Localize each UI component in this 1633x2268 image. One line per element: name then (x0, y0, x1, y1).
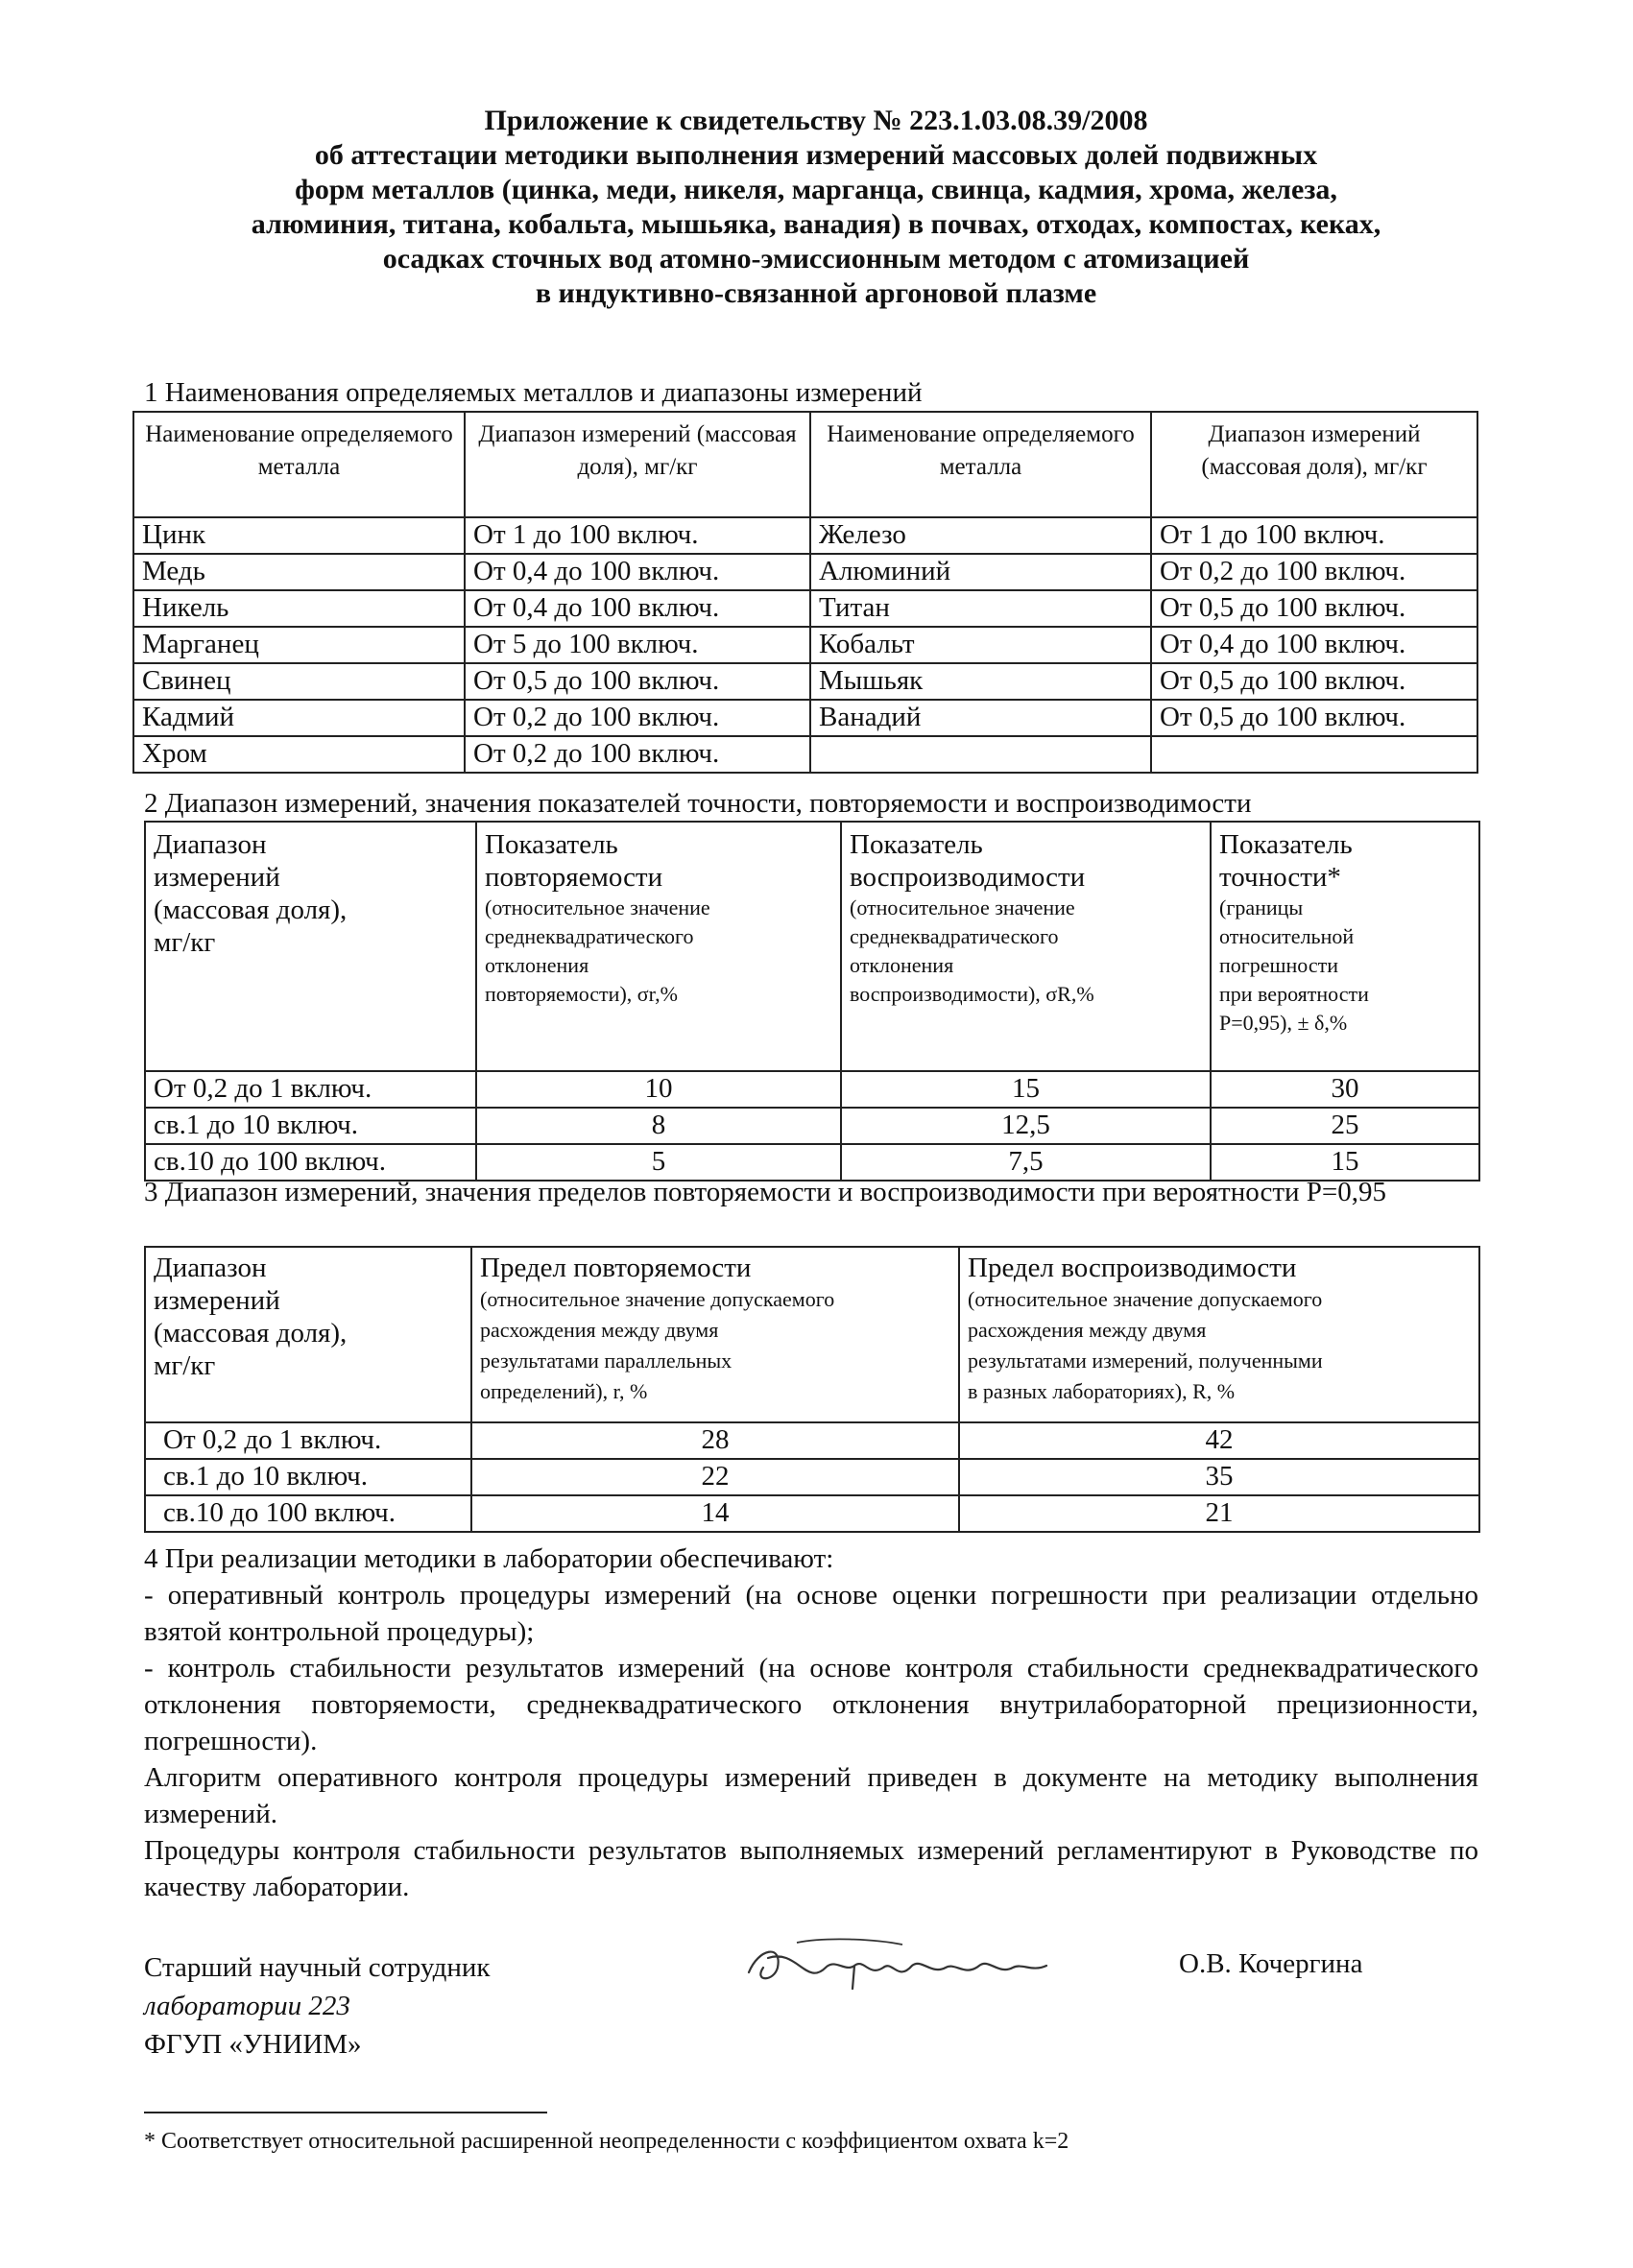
header-note: относительной (1219, 924, 1355, 948)
table-cell: От 0,4 до 100 включ. (465, 554, 810, 590)
section-3-title: 3 Диапазон измерений, значения пределов повторяемости и воспроизводимости при вероятности P=0,95 (144, 1177, 1387, 1207)
table-cell: От 5 до 100 включ. (465, 627, 810, 663)
table-cell: 15 (841, 1071, 1211, 1108)
table-cell: Медь (133, 554, 465, 590)
table-cell: От 0,4 до 100 включ. (1151, 627, 1477, 663)
header-cell (145, 822, 476, 1071)
document-header (144, 104, 1488, 311)
signatory-name: О.В. Кочергина (1179, 1948, 1363, 1979)
header-text: Показатель (1219, 829, 1353, 860)
signatory-position (144, 1948, 490, 2064)
table-cell: От 0,5 до 100 включ. (1151, 590, 1477, 627)
table-row (133, 736, 1477, 773)
table-cell: От 0,2 до 100 включ. (465, 736, 810, 773)
table-row (145, 1459, 1479, 1495)
table-cell: От 1 до 100 включ. (465, 517, 810, 554)
section-4-title: 4 При реализации методики в лаборатории обеспечивают: (144, 1543, 834, 1574)
table-cell: От 0,5 до 100 включ. (1151, 700, 1477, 736)
section-4-paragraph-1: Алгоритм оперативного контроля процедуры измерений приведен в документе на методику выполнения измерений. (144, 1762, 1478, 1829)
table-cell: От 0,2 до 100 включ. (1151, 554, 1477, 590)
table-cell: От 0,5 до 100 включ. (1151, 663, 1477, 700)
header-cell (959, 1247, 1479, 1422)
handwritten-signature (739, 1929, 1056, 1996)
header-note: при вероятности (1219, 982, 1369, 1006)
header-text: повторяемости (485, 862, 663, 893)
position-line-1: Старший научный сотрудник (144, 1952, 491, 1983)
header-note: отклонения (485, 953, 589, 977)
table-header-row (145, 1247, 1479, 1422)
table-cell: 22 (471, 1459, 959, 1495)
table-cell: 28 (471, 1422, 959, 1459)
header-text: Предел повторяемости (480, 1253, 752, 1283)
section-4-item-2: - контроль стабильности результатов измерений (на основе контроля стабильности среднеквадратического отклонения повторяемости, среднеквадратического отклонения внутрилабораторной прецизионности, погрешности). (144, 1653, 1478, 1756)
table-cell: От 0,2 до 1 включ. (145, 1422, 471, 1459)
table-cell: 25 (1211, 1108, 1479, 1144)
table-cell: Марганец (133, 627, 465, 663)
table-cell: св.1 до 10 включ. (145, 1108, 476, 1144)
footnote: * Соответствует относительной расширенной неопределенности с коэффициентом охвата k=2 (144, 2129, 1069, 2154)
table-cell: Железо (810, 517, 1151, 554)
section-2-title: 2 Диапазон измерений, значения показателей точности, повторяемости и воспроизводимости (144, 788, 1252, 819)
header-text: (массовая доля), (154, 1318, 348, 1349)
header-text: мг/кг (154, 1350, 216, 1381)
table-cell (810, 736, 1151, 773)
table-row (133, 663, 1477, 700)
table-cell: св.1 до 10 включ. (145, 1459, 471, 1495)
header-note: результатами параллельных (480, 1349, 732, 1373)
header-text: Диапазон (154, 829, 267, 860)
header-note: (относительное значение допускаемого (968, 1287, 1323, 1311)
header-text: воспроизводимости (850, 862, 1086, 893)
table-row (133, 517, 1477, 554)
header-text: Показатель (850, 829, 983, 860)
table-cell: 10 (476, 1071, 841, 1108)
header-note: (относительное значение (485, 895, 710, 919)
header-note: (относительное значение (850, 895, 1075, 919)
header-note: воспроизводимости), σR,% (850, 982, 1094, 1006)
section-4 (144, 1540, 1478, 1905)
header-cell (1211, 822, 1479, 1071)
header-note: расхождения между двумя (480, 1318, 719, 1342)
header-line-1: Приложение к свидетельству № 223.1.03.08.39/2008 (484, 105, 1148, 136)
header-cell: Наименование определяемого металла (810, 412, 1151, 517)
header-note: (границы (1219, 895, 1304, 919)
section-1-title: 1 Наименования определяемых металлов и диапазоны измерений (144, 377, 923, 408)
table-cell: 5 (476, 1144, 841, 1181)
header-note: расхождения между двумя (968, 1318, 1207, 1342)
accuracy-indicators-table (144, 821, 1480, 1182)
table-cell: 35 (959, 1459, 1479, 1495)
table-cell: Никель (133, 590, 465, 627)
header-text: Предел воспроизводимости (968, 1253, 1297, 1283)
table-row (145, 1422, 1479, 1459)
table-cell: Ванадий (810, 700, 1151, 736)
header-text: (массовая доля), (154, 895, 348, 925)
header-line-2: об аттестации методики выполнения измерений массовых долей подвижных (314, 139, 1318, 171)
header-cell (471, 1247, 959, 1422)
header-text: мг/кг (154, 927, 216, 958)
footnote-divider (144, 2112, 547, 2113)
table-cell: 14 (471, 1495, 959, 1532)
section-4-item-1: - оперативный контроль процедуры измерений (на основе оценки погрешности при реализации отдельно взятой контрольной процедуры); (144, 1580, 1478, 1647)
table-row (133, 700, 1477, 736)
header-note: в разных лабораториях), R, % (968, 1379, 1236, 1403)
header-cell: Диапазон измерений (массовая доля), мг/кг (1151, 412, 1477, 517)
table-cell: От 0,2 до 100 включ. (465, 700, 810, 736)
section-4-paragraph-2: Процедуры контроля стабильности результатов выполняемых измерений регламентируют в Руководстве по качеству лаборатории. (144, 1835, 1478, 1902)
table-header-row (145, 822, 1479, 1071)
table-row (145, 1495, 1479, 1532)
table-cell: Титан (810, 590, 1151, 627)
header-note: повторяемости), σr,% (485, 982, 678, 1006)
header-text: измерений (154, 862, 280, 893)
table-cell: 15 (1211, 1144, 1479, 1181)
table-cell: Алюминий (810, 554, 1151, 590)
header-note: среднеквадратического (850, 924, 1059, 948)
table-cell: Кобальт (810, 627, 1151, 663)
table-cell: Хром (133, 736, 465, 773)
header-cell (476, 822, 841, 1071)
header-text: точности* (1219, 862, 1341, 893)
header-note: (относительное значение допускаемого (480, 1287, 835, 1311)
table-cell: св.10 до 100 включ. (145, 1144, 476, 1181)
header-line-6: в индуктивно-связанной аргоновой плазме (535, 277, 1097, 309)
table-row (145, 1108, 1479, 1144)
position-line-2: лаборатории 223 (144, 1991, 350, 2021)
table-cell: От 0,2 до 1 включ. (145, 1071, 476, 1108)
table-row (145, 1071, 1479, 1108)
header-note: P=0,95), ± δ,% (1219, 1011, 1348, 1035)
table-cell: Кадмий (133, 700, 465, 736)
header-line-3: форм металлов (цинка, меди, никеля, марганца, свинца, кадмия, хрома, железа, (295, 174, 1337, 205)
table-row (133, 554, 1477, 590)
header-line-4: алюминия, титана, кобальта, мышьяка, ванадия) в почвах, отходах, компостах, кеках, (251, 208, 1381, 240)
header-cell: Наименование определяемого металла (133, 412, 465, 517)
table-cell (1151, 736, 1477, 773)
header-note: отклонения (850, 953, 954, 977)
table-cell: 30 (1211, 1071, 1479, 1108)
table-cell: Цинк (133, 517, 465, 554)
table-cell: 7,5 (841, 1144, 1211, 1181)
table-cell: 42 (959, 1422, 1479, 1459)
table-cell: 12,5 (841, 1108, 1211, 1144)
metals-range-table (132, 411, 1478, 774)
limits-table (144, 1246, 1480, 1533)
table-header-row (133, 412, 1477, 517)
header-cell (841, 822, 1211, 1071)
header-text: измерений (154, 1285, 280, 1316)
header-note: результатами измерений, полученными (968, 1349, 1323, 1373)
table-cell: От 0,4 до 100 включ. (465, 590, 810, 627)
table-cell: От 0,5 до 100 включ. (465, 663, 810, 700)
table-cell: Свинец (133, 663, 465, 700)
header-cell (145, 1247, 471, 1422)
header-note: определений), r, % (480, 1379, 648, 1403)
header-cell: Диапазон измерений (массовая доля), мг/кг (465, 412, 810, 517)
position-line-3: ФГУП «УНИИМ» (144, 2029, 362, 2060)
header-note: погрешности (1219, 953, 1338, 977)
table-cell: От 1 до 100 включ. (1151, 517, 1477, 554)
header-line-5: осадках сточных вод атомно-эмиссионным методом с атомизацией (382, 243, 1250, 275)
table-row (133, 590, 1477, 627)
table-cell: 21 (959, 1495, 1479, 1532)
table-row (133, 627, 1477, 663)
table-cell: 8 (476, 1108, 841, 1144)
header-text: Диапазон (154, 1253, 267, 1283)
header-note: среднеквадратического (485, 924, 694, 948)
table-cell: Мышьяк (810, 663, 1151, 700)
header-text: Показатель (485, 829, 618, 860)
table-cell: св.10 до 100 включ. (145, 1495, 471, 1532)
